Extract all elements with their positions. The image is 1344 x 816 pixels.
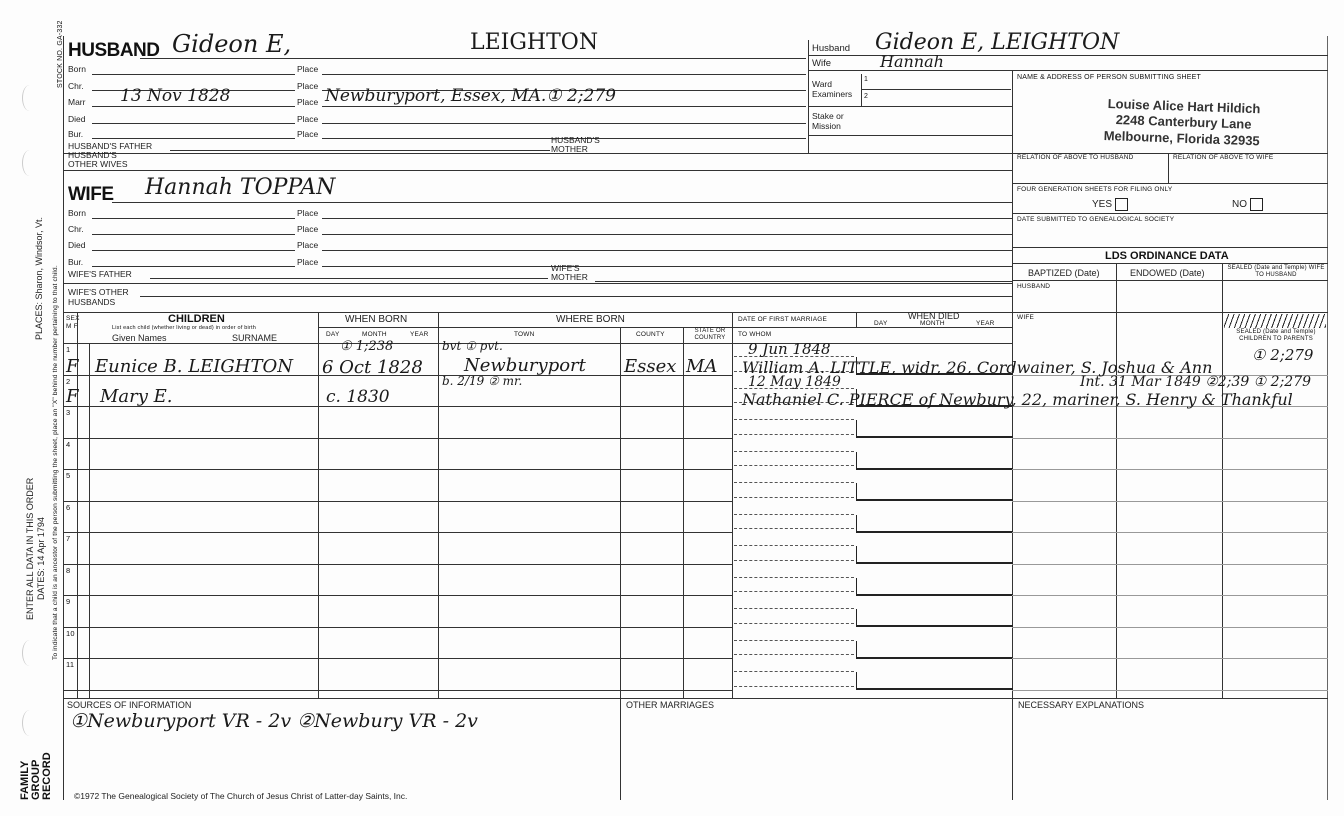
- child-row-number: 11: [66, 660, 75, 669]
- yes-option[interactable]: YES: [1092, 198, 1128, 211]
- to-whom-header: TO WHOM: [738, 331, 772, 338]
- husband-bur-place-label: Place: [297, 129, 319, 139]
- marriage-dash-line: [734, 497, 854, 498]
- child-2-name: Mary E.: [100, 386, 173, 407]
- endowed-label: ENDOWED (Date): [1130, 268, 1205, 278]
- punch-hole: [22, 150, 37, 176]
- lds-title: LDS ORDINANCE DATA: [1105, 250, 1229, 262]
- child-row-line: [64, 595, 732, 596]
- child-2-sex: F: [66, 386, 79, 407]
- death-date-box: [856, 452, 1013, 470]
- child-1-spouse: William A. LITTLE, widr, 26, Cordwainer, S. Joshua & Ann: [742, 358, 1213, 377]
- examiner-1-label: 1: [864, 76, 869, 83]
- death-date-box: [856, 609, 1013, 627]
- child-1-born: 6 Oct 1828: [322, 357, 423, 378]
- ordinance-row-line: [1012, 438, 1328, 439]
- wife-title: WIFE: [68, 184, 114, 205]
- born-year-header: YEAR: [410, 331, 429, 338]
- death-date-box: [856, 546, 1013, 564]
- died-day-header: DAY: [874, 320, 888, 327]
- marriage-dash-line: [734, 608, 854, 609]
- husband-title: HUSBAND: [68, 40, 160, 61]
- punch-hole: [22, 85, 37, 111]
- child-2-spouse: Nathaniel C. PIERCE of Newbury, 22, mariner, S. Henry & Thankful: [742, 390, 1293, 409]
- header-husband-value: Gideon E, LEIGHTON: [875, 30, 1120, 55]
- husband-marr-date: 13 Nov 1828: [120, 86, 231, 106]
- husband-given-name: Gideon E,: [172, 30, 292, 58]
- husband-mother-label: HUSBAND'S MOTHER: [551, 135, 600, 154]
- header-wife-label: Wife: [812, 58, 831, 69]
- husband-father-label: HUSBAND'S FATHER: [68, 141, 153, 151]
- lds-husband-label: HUSBAND: [1017, 283, 1051, 290]
- sealed-children-label: SEALED (Date and Temple) CHILDREN TO PARENTS: [1236, 329, 1316, 342]
- child-row-number: 4: [66, 439, 71, 449]
- husband-died-label: Died: [68, 114, 86, 124]
- wife-died-place-label: Place: [297, 240, 319, 250]
- child-1-marr-date: 9 Jun 1848: [748, 340, 831, 358]
- ward-label: Ward: [812, 79, 832, 89]
- wife-chr-label: Chr.: [68, 224, 84, 234]
- child-row-number: 6: [66, 502, 71, 512]
- death-date-box: [856, 420, 1013, 438]
- ordinance-row-line: [1012, 469, 1328, 470]
- child-row-line: [64, 564, 732, 565]
- death-date-box: [856, 578, 1013, 596]
- child-1-name: Eunice B. LEIGHTON: [95, 356, 293, 377]
- ordinance-row-line: [1012, 501, 1328, 502]
- marriage-dash-line: [734, 591, 854, 592]
- marriage-dash-line: [734, 545, 854, 546]
- examiners-label: Examiners: [812, 89, 853, 99]
- marriage-dash-line: [734, 465, 854, 466]
- when-born-header: WHEN BORN: [345, 314, 408, 325]
- submitter-line-3: Melbourne, Florida 32935: [1103, 128, 1260, 149]
- wife-chr-place-label: Place: [297, 224, 319, 234]
- child-row-number: 5: [66, 471, 71, 480]
- died-year-header: YEAR: [976, 320, 995, 327]
- child-2-town-note: b. 2/19 ② mr.: [442, 374, 523, 388]
- death-date-box: [856, 641, 1013, 659]
- death-date-box: [856, 672, 1013, 690]
- child-1-town: Newburyport: [464, 355, 586, 376]
- child-row-number: 3: [66, 408, 71, 417]
- county-header: COUNTY: [636, 331, 665, 338]
- child-2-born: c. 1830: [326, 387, 390, 407]
- first-marriage-header: DATE OF FIRST MARRIAGE: [738, 316, 828, 323]
- sex-header: SEX M F: [66, 315, 80, 330]
- necessary-explanations-label: NECESSARY EXPLANATIONS: [1018, 700, 1145, 710]
- marriage-dash-line: [734, 528, 854, 529]
- hatched-block: [1224, 314, 1326, 328]
- punch-hole: [22, 710, 37, 736]
- husband-other-wives-label: HUSBAND'S OTHER WIVES: [68, 150, 128, 169]
- husband-born-label: Born: [68, 64, 86, 74]
- child-row-line: [64, 469, 732, 470]
- wife-mother-label: WIFE'S MOTHER: [551, 263, 588, 282]
- wife-other-husbands-label: WIFE'S OTHER HUSBANDS: [68, 287, 129, 307]
- sealed-wife-label: SEALED (Date and Temple) WIFE TO HUSBAND: [1227, 265, 1325, 278]
- stake-mission-label: Stake or Mission: [812, 111, 844, 131]
- child-1-extra: Int. 31 Mar 1849 ②2;39 ① 2;279: [1080, 374, 1312, 390]
- husband-marr-label: Marr: [68, 97, 86, 107]
- marriage-dash-line: [734, 419, 854, 420]
- child-1-county: Essex: [624, 356, 677, 377]
- children-header: CHILDREN: [168, 313, 225, 325]
- marriage-dash-line: [734, 640, 854, 641]
- header-wife-value: Hannah: [880, 52, 944, 71]
- stock-number: STOCK NO. GA-332: [57, 20, 64, 88]
- child-row-line: [64, 532, 732, 533]
- given-names-header: Given Names: [112, 333, 167, 343]
- where-born-header: WHERE BORN: [556, 314, 625, 325]
- no-option[interactable]: NO: [1232, 198, 1263, 211]
- child-1-born-note: ① 1;238: [340, 339, 394, 354]
- submitter-line-1: Louise Alice Hart Hildich: [1107, 96, 1261, 117]
- child-1-state: MA: [686, 356, 718, 377]
- relation-husband-label: RELATION OF ABOVE TO HUSBAND: [1017, 154, 1134, 161]
- child-row-line: [64, 627, 732, 628]
- marriage-dash-line: [734, 654, 854, 655]
- husband-born-place-label: Place: [297, 64, 319, 74]
- child-row-line: [64, 690, 732, 691]
- no-checkbox[interactable]: [1250, 198, 1263, 211]
- child-1-town-note: bvt ① pvt.: [442, 339, 503, 353]
- relation-wife-label: RELATION OF ABOVE TO WIFE: [1173, 154, 1274, 161]
- lds-wife-label: WIFE: [1017, 314, 1035, 321]
- wife-name: Hannah TOPPAN: [145, 175, 336, 200]
- marriage-dash-line: [734, 434, 854, 435]
- wife-father-label: WIFE'S FATHER: [68, 269, 132, 279]
- header-husband-label: Husband: [812, 43, 851, 54]
- child-2-marr-date: 12 May 1849: [748, 374, 841, 390]
- family-group-record: FAMILY GROUP RECORD: [19, 752, 53, 800]
- yes-checkbox[interactable]: [1115, 198, 1128, 211]
- marriage-dash-line: [734, 686, 854, 687]
- submitter-label: NAME & ADDRESS OF PERSON SUBMITTING SHEET: [1017, 74, 1202, 81]
- husband-surname: LEIGHTON: [470, 30, 599, 55]
- wife-born-label: Born: [68, 208, 86, 218]
- marriage-dash-line: [734, 560, 854, 561]
- wife-bur-label: Bur.: [68, 257, 84, 267]
- husband-chr-place-label: Place: [297, 81, 319, 91]
- four-gen-label: FOUR GENERATION SHEETS FOR FILING ONLY: [1017, 186, 1173, 193]
- husband-bur-label: Bur.: [68, 129, 84, 139]
- wife-died-label: Died: [68, 240, 86, 250]
- sources-label: SOURCES OF INFORMATION: [67, 700, 192, 710]
- child-row-number: 10: [66, 628, 75, 638]
- child-row-line: [64, 438, 732, 439]
- wife-born-place-label: Place: [297, 208, 319, 218]
- died-month-header: MONTH: [920, 320, 945, 327]
- copyright: ©1972 The Genealogical Society of The Church of Jesus Christ of Latter-day Saints, Inc.: [74, 791, 408, 801]
- baptized-label: BAPTIZED (Date): [1028, 268, 1100, 278]
- born-day-header: DAY: [326, 331, 340, 338]
- ancestor-instruction: To indicate that a child is an ancestor of the person submitting the sheet, place an "X" behind the number pertaining to that child.: [52, 265, 59, 660]
- child-row-number: 8: [66, 565, 71, 575]
- husband-chr-label: Chr.: [68, 81, 84, 91]
- child-row-number: 9: [66, 597, 71, 606]
- places-note: PLACES: Sharon, Windsor, Vt.: [34, 216, 44, 340]
- wife-bur-place-label: Place: [297, 257, 319, 267]
- surname-header: SURNAME: [232, 333, 278, 343]
- sources-value: ①Newburyport VR - 2v ②Newbury VR - 2v: [70, 710, 478, 732]
- husband-marr-place-label: Place: [297, 97, 319, 107]
- punch-hole: [22, 640, 37, 666]
- child-row-line: [64, 501, 732, 502]
- ordinance-row-line: [1012, 690, 1328, 691]
- ordinance-row-line: [1012, 595, 1328, 596]
- marriage-dash-line: [734, 451, 854, 452]
- born-month-header: MONTH: [362, 331, 387, 338]
- marriage-dash-line: [734, 514, 854, 515]
- child-row-number: 2: [66, 376, 71, 386]
- examiner-2-label: 2: [864, 93, 869, 100]
- other-marriages-label: OTHER MARRIAGES: [626, 700, 715, 710]
- child-row-number: 1: [66, 345, 71, 354]
- submitter-line-2: 2248 Canterbury Lane: [1115, 112, 1252, 132]
- children-list-note: List each child (whether living or dead) in order of birth: [112, 325, 256, 331]
- husband-died-place-label: Place: [297, 114, 319, 124]
- child-1-sealed: ① 2;279: [1252, 346, 1314, 364]
- husband-marr-place: Newburyport, Essex, MA.① 2;279: [325, 86, 616, 106]
- marriage-dash-line: [734, 482, 854, 483]
- ordinance-row-line: [1012, 658, 1328, 659]
- child-row-number: 7: [66, 534, 71, 543]
- marriage-dash-line: [734, 577, 854, 578]
- date-submitted-label: DATE SUBMITTED TO GENEALOGICAL SOCIETY: [1017, 216, 1175, 223]
- ordinance-row-line: [1012, 627, 1328, 628]
- ordinance-row-line: [1012, 532, 1328, 533]
- death-date-box: [856, 483, 1013, 501]
- dates-note: DATES: 14 Apr 1794: [36, 517, 46, 600]
- child-row-line: [64, 658, 732, 659]
- child-1-sex: F: [66, 356, 79, 377]
- marriage-dash-line: [734, 671, 854, 672]
- state-header: STATE OR COUNTRY: [694, 328, 726, 341]
- town-header: TOWN: [514, 331, 535, 338]
- marriage-dash-line: [734, 623, 854, 624]
- enter-order-note: ENTER ALL DATA IN THIS ORDER: [25, 477, 35, 620]
- when-died-header: WHEN DIED: [908, 311, 960, 321]
- death-date-box: [856, 515, 1013, 533]
- ordinance-row-line: [1012, 564, 1328, 565]
